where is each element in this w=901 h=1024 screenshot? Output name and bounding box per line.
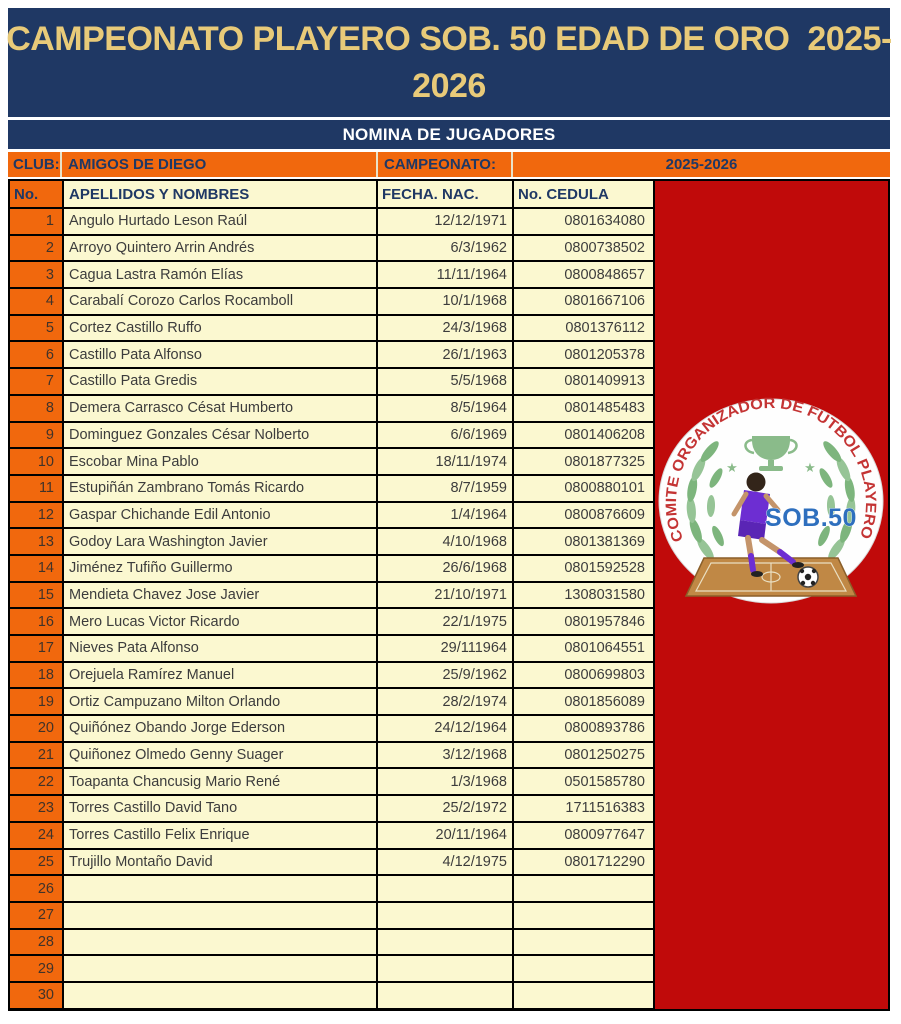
logo-badge-text: SOB.50	[765, 504, 857, 532]
row-number-cell: 27	[10, 903, 62, 928]
page-title-line2: 2026	[412, 66, 486, 105]
cedula-cell: 1308031580	[514, 583, 653, 608]
birth-date-cell: 8/7/1959	[378, 476, 512, 501]
birth-date-cell: 18/11/1974	[378, 449, 512, 474]
birth-date-cell: 25/2/1972	[378, 796, 512, 821]
birth-date-cell	[378, 930, 512, 955]
birth-date-cell	[378, 956, 512, 981]
player-name-cell: Dominguez Gonzales César Nolberto	[64, 423, 376, 448]
cedula-cell: 0801406208	[514, 423, 653, 448]
cedula-cell: 0801634080	[514, 209, 653, 234]
birth-date-cell: 4/12/1975	[378, 850, 512, 875]
player-name-cell	[64, 983, 376, 1008]
col-header-names: APELLIDOS Y NOMBRES	[64, 181, 376, 207]
row-number-cell: 7	[10, 369, 62, 394]
cedula-cell: 0800893786	[514, 716, 653, 741]
row-number-cell: 21	[10, 743, 62, 768]
birth-date-cell: 22/1/1975	[378, 609, 512, 634]
player-name-cell: Jiménez Tufiño Guillermo	[64, 556, 376, 581]
row-number-cell: 13	[10, 529, 62, 554]
row-number-cell: 15	[10, 583, 62, 608]
player-name-cell	[64, 956, 376, 981]
cedula-cell: 0801957846	[514, 609, 653, 634]
row-number-cell: 22	[10, 769, 62, 794]
row-number-cell: 24	[10, 823, 62, 848]
cedula-cell: 0801205378	[514, 342, 653, 367]
row-number-cell: 16	[10, 609, 62, 634]
birth-date-cell: 6/6/1969	[378, 423, 512, 448]
row-number-cell: 18	[10, 663, 62, 688]
birth-date-cell	[378, 876, 512, 901]
player-name-cell: Arroyo Quintero Arrin Andrés	[64, 236, 376, 261]
col-header-no: No.	[10, 181, 62, 207]
player-name-cell: Ortiz Campuzano Milton Orlando	[64, 689, 376, 714]
row-number-cell: 20	[10, 716, 62, 741]
row-number-cell: 4	[10, 289, 62, 314]
row-number-cell: 11	[10, 476, 62, 501]
logo-ring-text: COMITE ORGANIZADOR DE FUTBOL PLAYERO	[662, 396, 880, 545]
birth-date-cell: 4/10/1968	[378, 529, 512, 554]
row-number-cell: 29	[10, 956, 62, 981]
cedula-cell	[514, 956, 653, 981]
row-number-cell: 23	[10, 796, 62, 821]
player-name-cell: Cortez Castillo Ruffo	[64, 316, 376, 341]
player-name-cell: Castillo Pata Gredis	[64, 369, 376, 394]
birth-date-cell: 1/3/1968	[378, 769, 512, 794]
cedula-cell: 0800699803	[514, 663, 653, 688]
birth-date-cell	[378, 983, 512, 1008]
row-number-cell: 30	[10, 983, 62, 1008]
cedula-cell: 0801485483	[514, 396, 653, 421]
cedula-cell: 0801250275	[514, 743, 653, 768]
player-name-cell: Gaspar Chichande Edil Antonio	[64, 503, 376, 528]
cedula-cell: 0800738502	[514, 236, 653, 261]
row-number-cell: 6	[10, 342, 62, 367]
cedula-cell: 0801856089	[514, 689, 653, 714]
cedula-cell: 1711516383	[514, 796, 653, 821]
col-header-birth: FECHA. NAC.	[378, 181, 512, 207]
club-info-row	[8, 152, 890, 177]
star-icon: ★	[726, 460, 738, 475]
player-name-cell: Estupiñán Zambrano Tomás Ricardo	[64, 476, 376, 501]
cedula-cell: 0801376112	[514, 316, 653, 341]
cedula-cell: 0501585780	[514, 769, 653, 794]
cedula-cell: 0801409913	[514, 369, 653, 394]
player-name-cell: Mero Lucas Victor Ricardo	[64, 609, 376, 634]
soccer-field-icon	[686, 558, 856, 596]
row-number-cell: 1	[10, 209, 62, 234]
birth-date-cell: 3/12/1968	[378, 743, 512, 768]
player-name-cell: Escobar Mina Pablo	[64, 449, 376, 474]
player-name-cell: Trujillo Montaño David	[64, 850, 376, 875]
row-number-cell: 14	[10, 556, 62, 581]
club-logo	[656, 396, 886, 608]
cedula-cell: 0801667106	[514, 289, 653, 314]
birth-date-cell: 6/3/1962	[378, 236, 512, 261]
cedula-cell: 0800848657	[514, 262, 653, 287]
cedula-cell: 0800876609	[514, 503, 653, 528]
cedula-cell: 0801712290	[514, 850, 653, 875]
player-name-cell: Carabalí Corozo Carlos Rocamboll	[64, 289, 376, 314]
birth-date-cell: 24/12/1964	[378, 716, 512, 741]
title-banner	[8, 8, 890, 117]
birth-date-cell: 29/111964	[378, 636, 512, 661]
player-name-cell: Demera Carrasco Césat Humberto	[64, 396, 376, 421]
cedula-cell	[514, 903, 653, 928]
birth-date-cell: 26/1/1963	[378, 342, 512, 367]
birth-date-cell: 10/1/1968	[378, 289, 512, 314]
row-number-cell: 17	[10, 636, 62, 661]
cedula-cell	[514, 930, 653, 955]
cedula-cell: 0801592528	[514, 556, 653, 581]
player-name-cell: Quiñónez Obando Jorge Ederson	[64, 716, 376, 741]
birth-date-cell: 20/11/1964	[378, 823, 512, 848]
birth-date-cell	[378, 903, 512, 928]
cedula-cell: 0800880101	[514, 476, 653, 501]
page-title-line1: CAMPEONATO PLAYERO SOB. 50 EDAD DE ORO 2025-	[6, 19, 892, 58]
birth-date-cell: 28/2/1974	[378, 689, 512, 714]
cedula-cell: 0801877325	[514, 449, 653, 474]
birth-date-cell: 12/12/1971	[378, 209, 512, 234]
birth-date-cell: 1/4/1964	[378, 503, 512, 528]
birth-date-cell: 11/11/1964	[378, 262, 512, 287]
birth-date-cell: 8/5/1964	[378, 396, 512, 421]
player-name-cell: Torres Castillo Felix Enrique	[64, 823, 376, 848]
cedula-cell: 0800977647	[514, 823, 653, 848]
player-name-cell: Cagua Lastra Ramón Elías	[64, 262, 376, 287]
birth-date-cell: 5/5/1968	[378, 369, 512, 394]
campeonato-value: 2025-2026	[665, 156, 738, 173]
row-number-cell: 12	[10, 503, 62, 528]
cedula-cell	[514, 876, 653, 901]
player-name-cell: Toapanta Chancusig Mario René	[64, 769, 376, 794]
player-name-cell: Quiñonez Olmedo Genny Suager	[64, 743, 376, 768]
row-number-cell: 10	[10, 449, 62, 474]
player-name-cell: Godoy Lara Washington Javier	[64, 529, 376, 554]
subtitle-text: NOMINA DE JUGADORES	[342, 124, 556, 144]
player-name-cell: Orejuela Ramírez Manuel	[64, 663, 376, 688]
subtitle-bar	[8, 120, 890, 149]
player-name-cell: Torres Castillo David Tano	[64, 796, 376, 821]
player-name-cell	[64, 930, 376, 955]
row-number-cell: 3	[10, 262, 62, 287]
club-value: AMIGOS DE DIEGO	[62, 152, 378, 177]
cedula-cell: 0801064551	[514, 636, 653, 661]
player-name-cell: Castillo Pata Alfonso	[64, 342, 376, 367]
col-header-cedula: No. CEDULA	[514, 181, 653, 207]
row-number-cell: 5	[10, 316, 62, 341]
player-name-cell: Nieves Pata Alfonso	[64, 636, 376, 661]
row-number-cell: 19	[10, 689, 62, 714]
birth-date-cell: 21/10/1971	[378, 583, 512, 608]
row-number-cell: 2	[10, 236, 62, 261]
row-number-cell: 28	[10, 930, 62, 955]
birth-date-cell: 26/6/1968	[378, 556, 512, 581]
soccer-ball-icon	[798, 567, 818, 587]
birth-date-cell: 25/9/1962	[378, 663, 512, 688]
player-name-cell	[64, 876, 376, 901]
row-number-cell: 26	[10, 876, 62, 901]
player-name-cell	[64, 903, 376, 928]
club-label: CLUB:	[8, 152, 62, 177]
cedula-cell: 0801381369	[514, 529, 653, 554]
player-name-cell: Mendieta Chavez Jose Javier	[64, 583, 376, 608]
row-number-cell: 9	[10, 423, 62, 448]
row-number-cell: 8	[10, 396, 62, 421]
players-table	[8, 179, 655, 1011]
cedula-cell	[514, 983, 653, 1008]
player-name-cell: Angulo Hurtado Leson Raúl	[64, 209, 376, 234]
birth-date-cell: 24/3/1968	[378, 316, 512, 341]
star-icon: ★	[804, 460, 816, 475]
campeonato-label: CAMPEONATO:	[378, 152, 513, 177]
row-number-cell: 25	[10, 850, 62, 875]
